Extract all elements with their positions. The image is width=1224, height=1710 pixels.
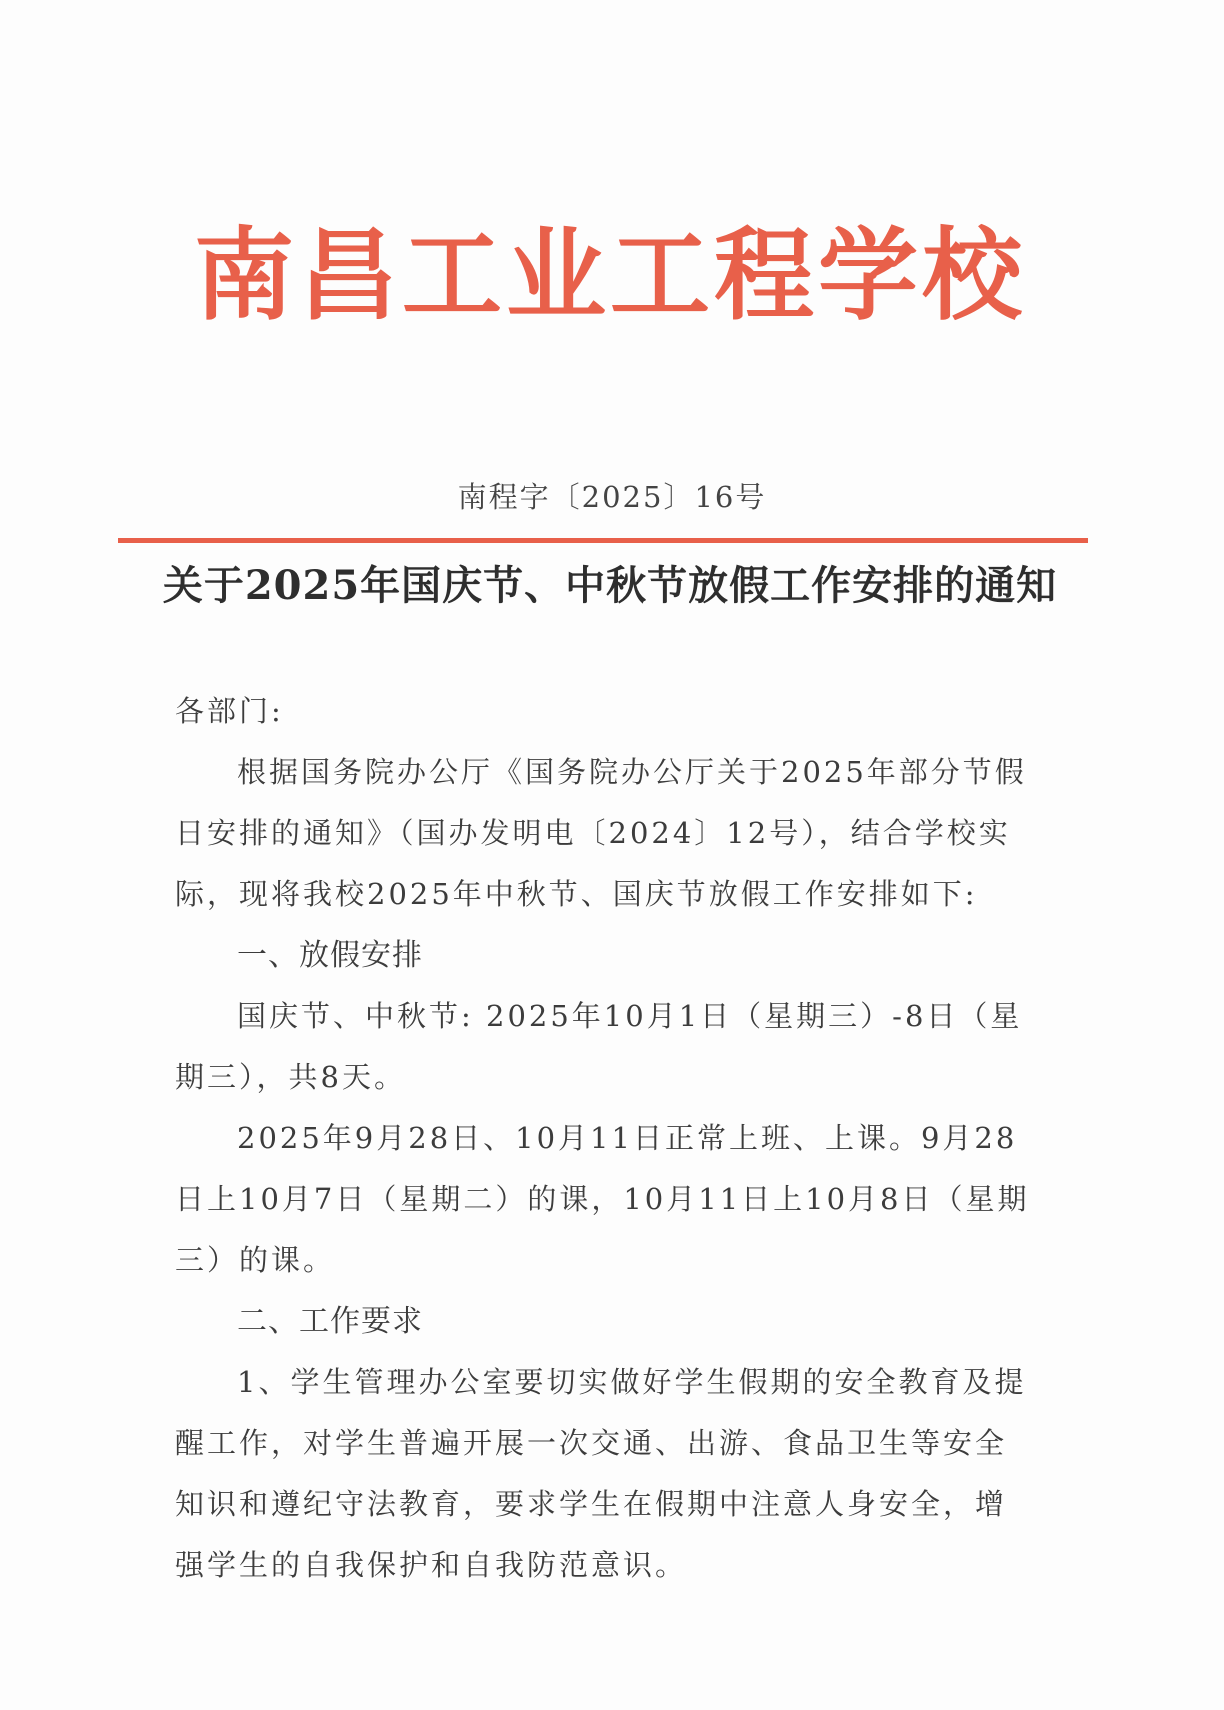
section-heading-holiday-arrangement: 一、放假安排 xyxy=(237,938,423,973)
section-heading-work-requirements: 二、工作要求 xyxy=(237,1304,423,1339)
org-header: 南昌工业工程学校 xyxy=(194,216,1026,334)
paragraph-holiday-dates: 国庆节、中秋节: 2025年10月1日（星期三）-8日（星期三），共8天。 xyxy=(175,999,1023,1094)
paragraph-intro: 根据国务院办公厅《国务院办公厅关于2025年部分节假日安排的通知》（国办发明电〔2024〕12号），结合学校实际，现将我校2025年中秋节、国庆节放假工作安排如下: xyxy=(175,755,1027,911)
salutation: 各部门: xyxy=(175,694,284,728)
document-number: 南程字〔2025〕16号 xyxy=(457,480,767,514)
document-title: 关于2025年国庆节、中秋节放假工作安排的通知 xyxy=(162,562,1058,609)
red-divider-line xyxy=(118,538,1088,543)
paragraph-requirement-1: 1、学生管理办公室要切实做好学生假期的安全教育及提醒工作，对学生普遍开展一次交通、出游、食品卫生等安全知识和遵纪守法教育，要求学生在假期中注意人身安全，增强学生的自我保护和自我防范意识。 xyxy=(175,1365,1027,1582)
paragraph-makeup-days: 2025年9月28日、10月11日正常上班、上课。9月28日上10月7日（星期二）的课，10月11日上10月8日（星期三）的课。 xyxy=(175,1121,1030,1277)
